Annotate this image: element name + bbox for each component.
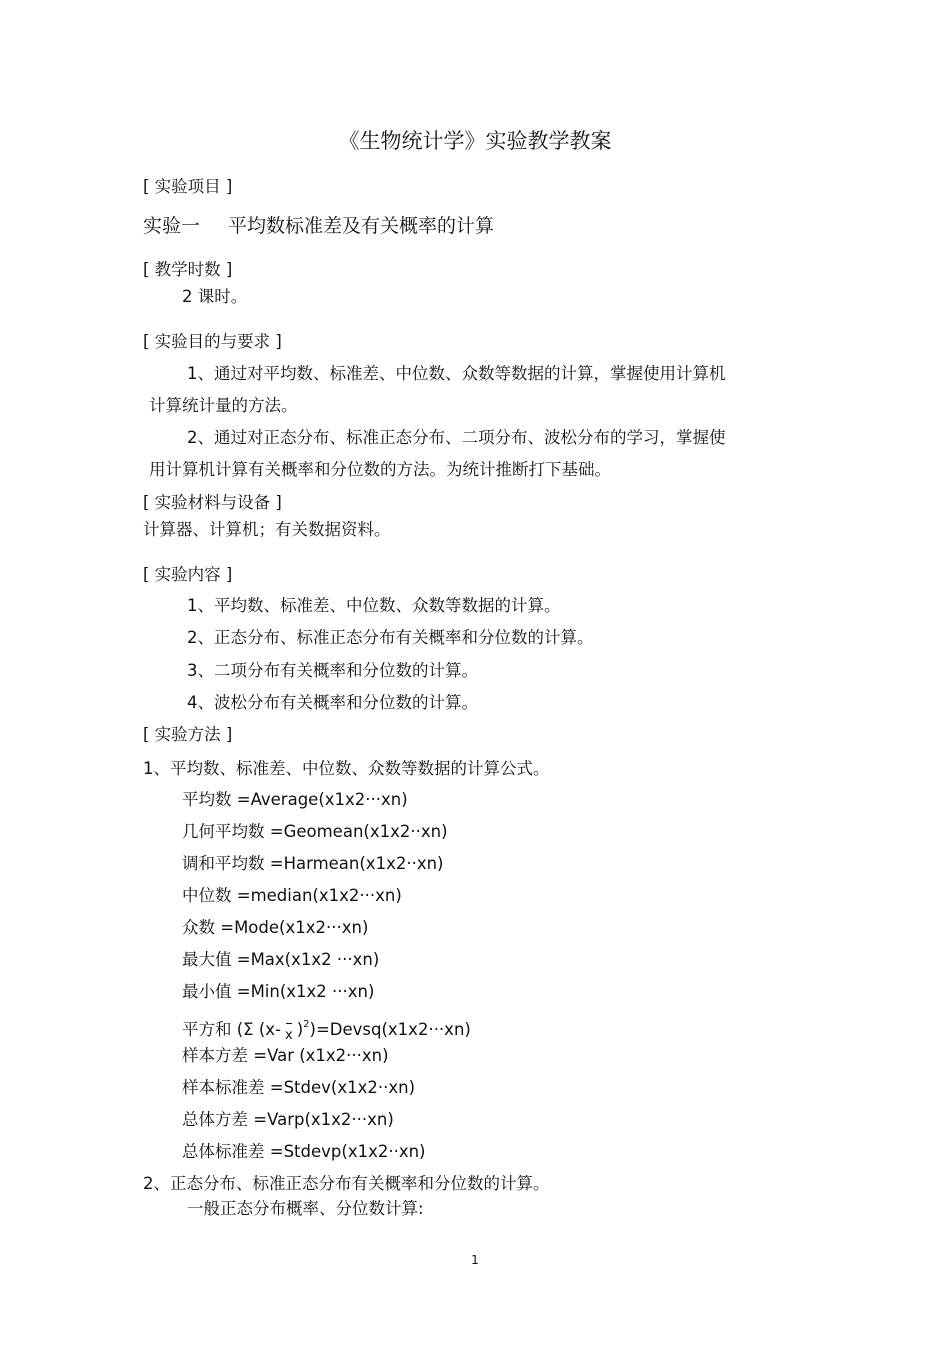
formula-min: 最小值 =Min(x1x2 ···xn) xyxy=(182,982,375,1001)
formula-stdev: 样本标准差 =Stdev(x1x2··xn) xyxy=(182,1078,416,1097)
content-item: 4、波松分布有关概率和分位数的计算。 xyxy=(187,693,478,712)
sumsq-suffix: )=Devsq(x1x2···xn) xyxy=(309,1020,471,1039)
project-heading: [ 实验项目 ] xyxy=(143,177,233,196)
hours-value: 2 课时。 xyxy=(182,287,248,306)
method-section-2: 2、正态分布、标准正态分布有关概率和分位数的计算。 xyxy=(143,1174,550,1193)
materials-heading: [ 实验材料与设备 ] xyxy=(143,493,282,512)
formula-var: 样本方差 =Var (x1x2···xn) xyxy=(182,1046,389,1065)
formula-harmean: 调和平均数 =Harmean(x1x2··xn) xyxy=(182,854,444,873)
content-item: 3、二项分布有关概率和分位数的计算。 xyxy=(187,661,478,680)
sumsq-close: ) xyxy=(296,1020,304,1039)
sumsq-superscript: 2 xyxy=(303,1019,310,1030)
goals-heading: [ 实验目的与要求 ] xyxy=(143,332,282,351)
formula-mode: 众数 =Mode(x1x2···xn) xyxy=(182,918,369,937)
experiment-name: 平均数标准差及有关概率的计算 xyxy=(228,215,495,237)
experiment-title xyxy=(143,214,494,238)
method-section-1: 1、平均数、标准差、中位数、众数等数据的计算公式。 xyxy=(143,759,550,778)
hours-heading: [ 教学时数 ] xyxy=(143,260,233,279)
goal-2-line-2: 用计算机计算有关概率和分位数的方法。为统计推断打下基础。 xyxy=(149,460,611,479)
content-item: 1、平均数、标准差、中位数、众数等数据的计算。 xyxy=(187,596,561,615)
method-heading: [ 实验方法 ] xyxy=(143,725,233,744)
goal-1-line-1: 1、通过对平均数、标准差、中位数、众数等数据的计算，掌握使用计算机 xyxy=(187,364,726,383)
content-heading: [ 实验内容 ] xyxy=(143,565,233,584)
experiment-number: 实验一 xyxy=(143,215,201,237)
formula-sum-of-squares xyxy=(182,1015,471,1046)
document-title: 《生物统计学》实验教学教案 xyxy=(338,129,612,153)
materials-value: 计算器、计算机；有关数据资料。 xyxy=(143,520,391,539)
formula-geomean: 几何平均数 =Geomean(x1x2··xn) xyxy=(182,822,448,841)
goal-2-line-1: 2、通过对正态分布、标准正态分布、二项分布、波松分布的学习，掌握使 xyxy=(187,428,726,447)
formula-varp: 总体方差 =Varp(x1x2···xn) xyxy=(182,1110,394,1129)
formula-stdevp: 总体标准差 =Stdevp(x1x2··xn) xyxy=(182,1142,426,1161)
formula-median: 中位数 =median(x1x2···xn) xyxy=(182,886,402,905)
formula-max: 最大值 =Max(x1x2 ···xn) xyxy=(182,950,380,969)
x-bar-symbol: x xyxy=(285,1026,293,1046)
formula-average: 平均数 =Average(x1x2···xn) xyxy=(182,790,408,809)
content-item: 2、正态分布、标准正态分布有关概率和分位数的计算。 xyxy=(187,628,594,647)
sumsq-prefix: 平方和 (Σ (x- xyxy=(182,1020,282,1039)
method-section-2-sub: 一般正态分布概率、分位数计算: xyxy=(187,1199,424,1218)
goal-1-line-2: 计算统计量的方法。 xyxy=(149,396,298,415)
page-number: 1 xyxy=(471,1253,479,1267)
